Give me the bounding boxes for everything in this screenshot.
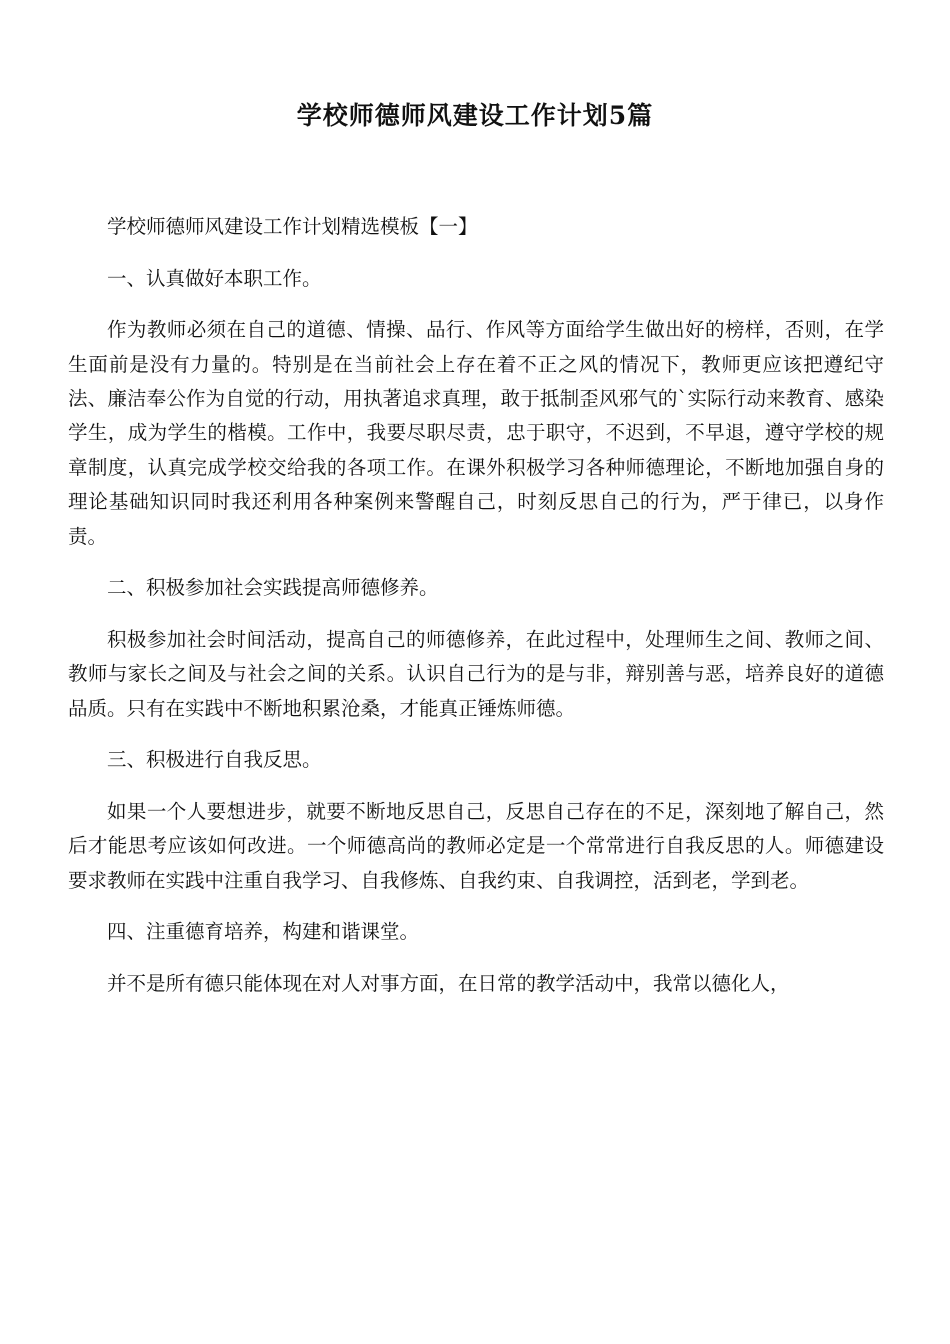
document-body	[68, 210, 884, 1018]
paragraph: 如果一个人要想进步，就要不断地反思自己，反思自己存在的不足，深刻地了解自己，然后才能思考应该如何改进。一个师德高尚的教师必定是一个常常进行自我反思的人。师德建设要求教师在实践中注重自我学习、自我修炼、自我约束、自我调控，活到老，学到老。	[68, 799, 884, 892]
section-heading: 学校师德师风建设工作计划精选模板【一】	[107, 215, 478, 238]
item-heading: 一、认真做好本职工作。	[107, 266, 322, 290]
paragraph: 作为教师必须在自己的道德、情操、品行、作风等方面给学生做出好的榜样，否则，在学生面前是没有力量的。特别是在当前社会上存在着不正之风的情况下，教师更应该把遵纪守法、廉洁奉公作为自觉的行动，用执著追求真理，敢于抵制歪风邪气的`实际行动来教育、感染学生，成为学生的楷模。工作中，我要尽职尽责，忠于职守，不迟到，不早退，遵守学校的规章制度，认真完成学校交给我的各项工作。在课外积极学习各种师德理论，不断地加强自身的理论基础知识同时我还利用各种案例来警醒自己，时刻反思自己的行为，严于律已，以身作责。	[68, 318, 884, 548]
paragraph: 积极参加社会时间活动，提高自己的师德修养，在此过程中，处理师生之间、教师之间、教师与家长之间及与社会之间的关系。认识自己行为的是与非，辩别善与恶，培养良好的道德品质。只有在实践中不断地积累沧桑，才能真正锤炼师德。	[68, 627, 884, 720]
item-heading: 四、注重德育培养，构建和谐课堂。	[107, 920, 420, 944]
item-heading: 二、积极参加社会实践提高师德修养。	[107, 576, 439, 600]
document-title: 学校师德师风建设工作计划5篇	[296, 101, 654, 130]
paragraph: 并不是所有德只能体现在对人对事方面，在日常的教学活动中，我常以德化人，	[107, 971, 790, 995]
item-heading: 三、积极进行自我反思。	[107, 748, 322, 772]
